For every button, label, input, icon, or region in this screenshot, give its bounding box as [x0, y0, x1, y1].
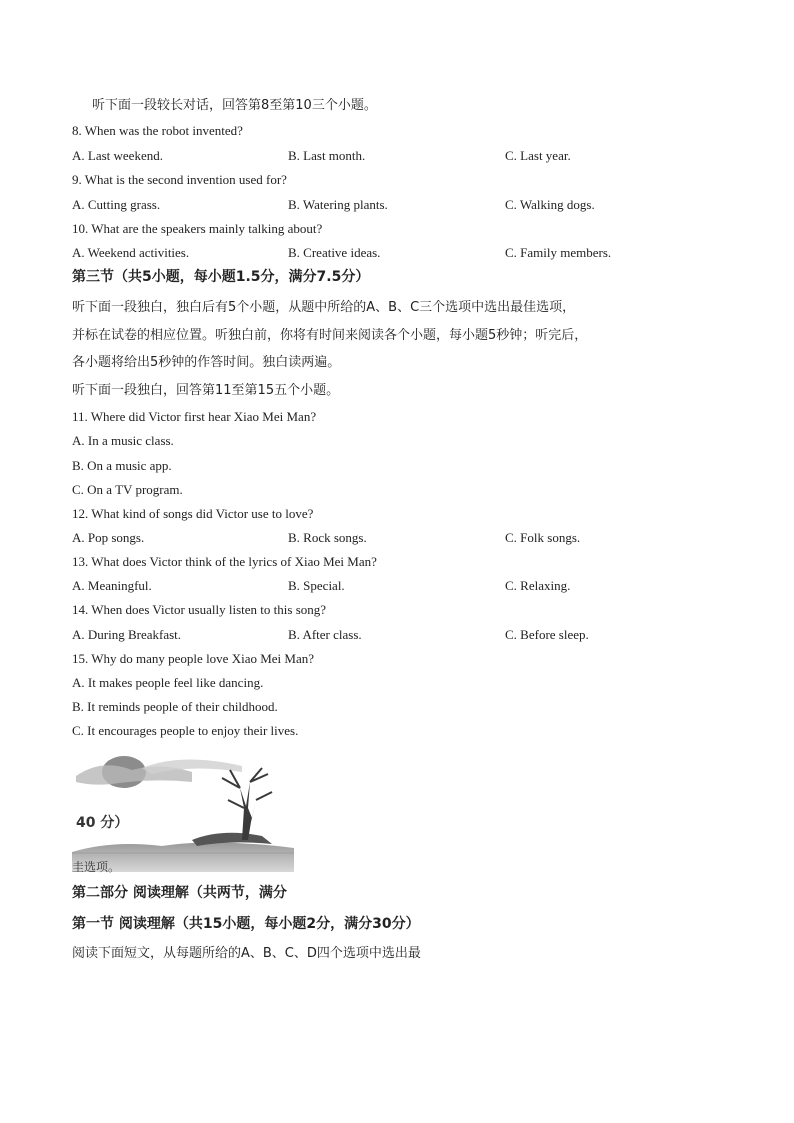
q12-option-b: B. Rock songs. [288, 530, 367, 545]
q10-option-b: B. Creative ideas. [288, 245, 381, 260]
q13-option-a: A. Meaningful. [72, 578, 152, 593]
art-score-fragment: 40 分） [76, 815, 129, 831]
q10-option-c: C. Family members. [505, 245, 612, 260]
section3-instruction-line-2: 并标在试卷的相应位置。听独白前，你将有时间来阅读各个小题，每小题5秒钟；听完后， [72, 328, 588, 343]
question-8: 8. When was the robot invented? [72, 123, 243, 138]
question-12: 12. What kind of songs did Victor use to love? [72, 506, 314, 521]
ink-landscape-illustration [72, 748, 294, 872]
q8-option-b: B. Last month. [288, 148, 366, 163]
q11-option-b: B. On a music app. [72, 458, 172, 473]
section1-heading: 第一节 阅读理解（共15小题，每小题2分，满分30分） [72, 916, 420, 932]
art-option-fragment: 圭选项。 [72, 860, 121, 874]
question-13: 13. What does Victor think of the lyrics of Xiao Mei Man? [72, 554, 377, 569]
q13-option-b: B. Special. [288, 578, 345, 593]
q13-option-c: C. Relaxing. [505, 578, 571, 593]
question-11: 11. Where did Victor first hear Xiao Mei Man? [72, 409, 317, 424]
q8-option-a: A. Last weekend. [72, 148, 163, 163]
q8-option-c: C. Last year. [505, 148, 571, 163]
dialogue-instruction: 听下面一段较长对话，回答第8至第10三个小题。 [92, 98, 377, 113]
q15-option-a: A. It makes people feel like dancing. [72, 675, 264, 690]
q9-option-a: A. Cutting grass. [72, 197, 161, 212]
monologue-instruction: 听下面一段独白，回答第11至第15五个小题。 [72, 383, 340, 398]
q15-option-b: B. It reminds people of their childhood. [72, 699, 278, 714]
q15-option-c: C. It encourages people to enjoy their lives. [72, 723, 299, 738]
q11-option-a: A. In a music class. [72, 433, 174, 448]
q9-option-c: C. Walking dogs. [505, 197, 595, 212]
section3-instruction-line-1: 听下面一段独白，独白后有5个小题，从题中所给的A、B、C三个选项中选出最佳选项， [72, 300, 576, 315]
tree-shape [240, 782, 256, 840]
q9-option-b: B. Watering plants. [288, 197, 388, 212]
q10-option-a: A. Weekend activities. [72, 245, 190, 260]
q12-option-a: A. Pop songs. [72, 530, 145, 545]
q14-option-c: C. Before sleep. [505, 627, 589, 642]
question-14: 14. When does Victor usually listen to this song? [72, 602, 327, 617]
question-9: 9. What is the second invention used for? [72, 172, 287, 187]
part2-heading: 第二部分 阅读理解（共两节，满分 [72, 885, 287, 901]
q11-option-c: C. On a TV program. [72, 482, 183, 497]
section3-heading: 第三节（共5小题，每小题1.5分，满分7.5分） [72, 269, 370, 285]
q14-option-a: A. During Breakfast. [72, 627, 182, 642]
q14-option-b: B. After class. [288, 627, 362, 642]
section3-instruction-line-3: 各小题将给出5秒钟的作答时间。独白读两遍。 [72, 355, 341, 370]
reading-instruction: 阅读下面短文，从每题所给的A、B、C、D四个选项中选出最 [72, 946, 421, 961]
question-10: 10. What are the speakers mainly talking about? [72, 221, 323, 236]
q12-option-c: C. Folk songs. [505, 530, 581, 545]
question-15: 15. Why do many people love Xiao Mei Man? [72, 651, 315, 666]
